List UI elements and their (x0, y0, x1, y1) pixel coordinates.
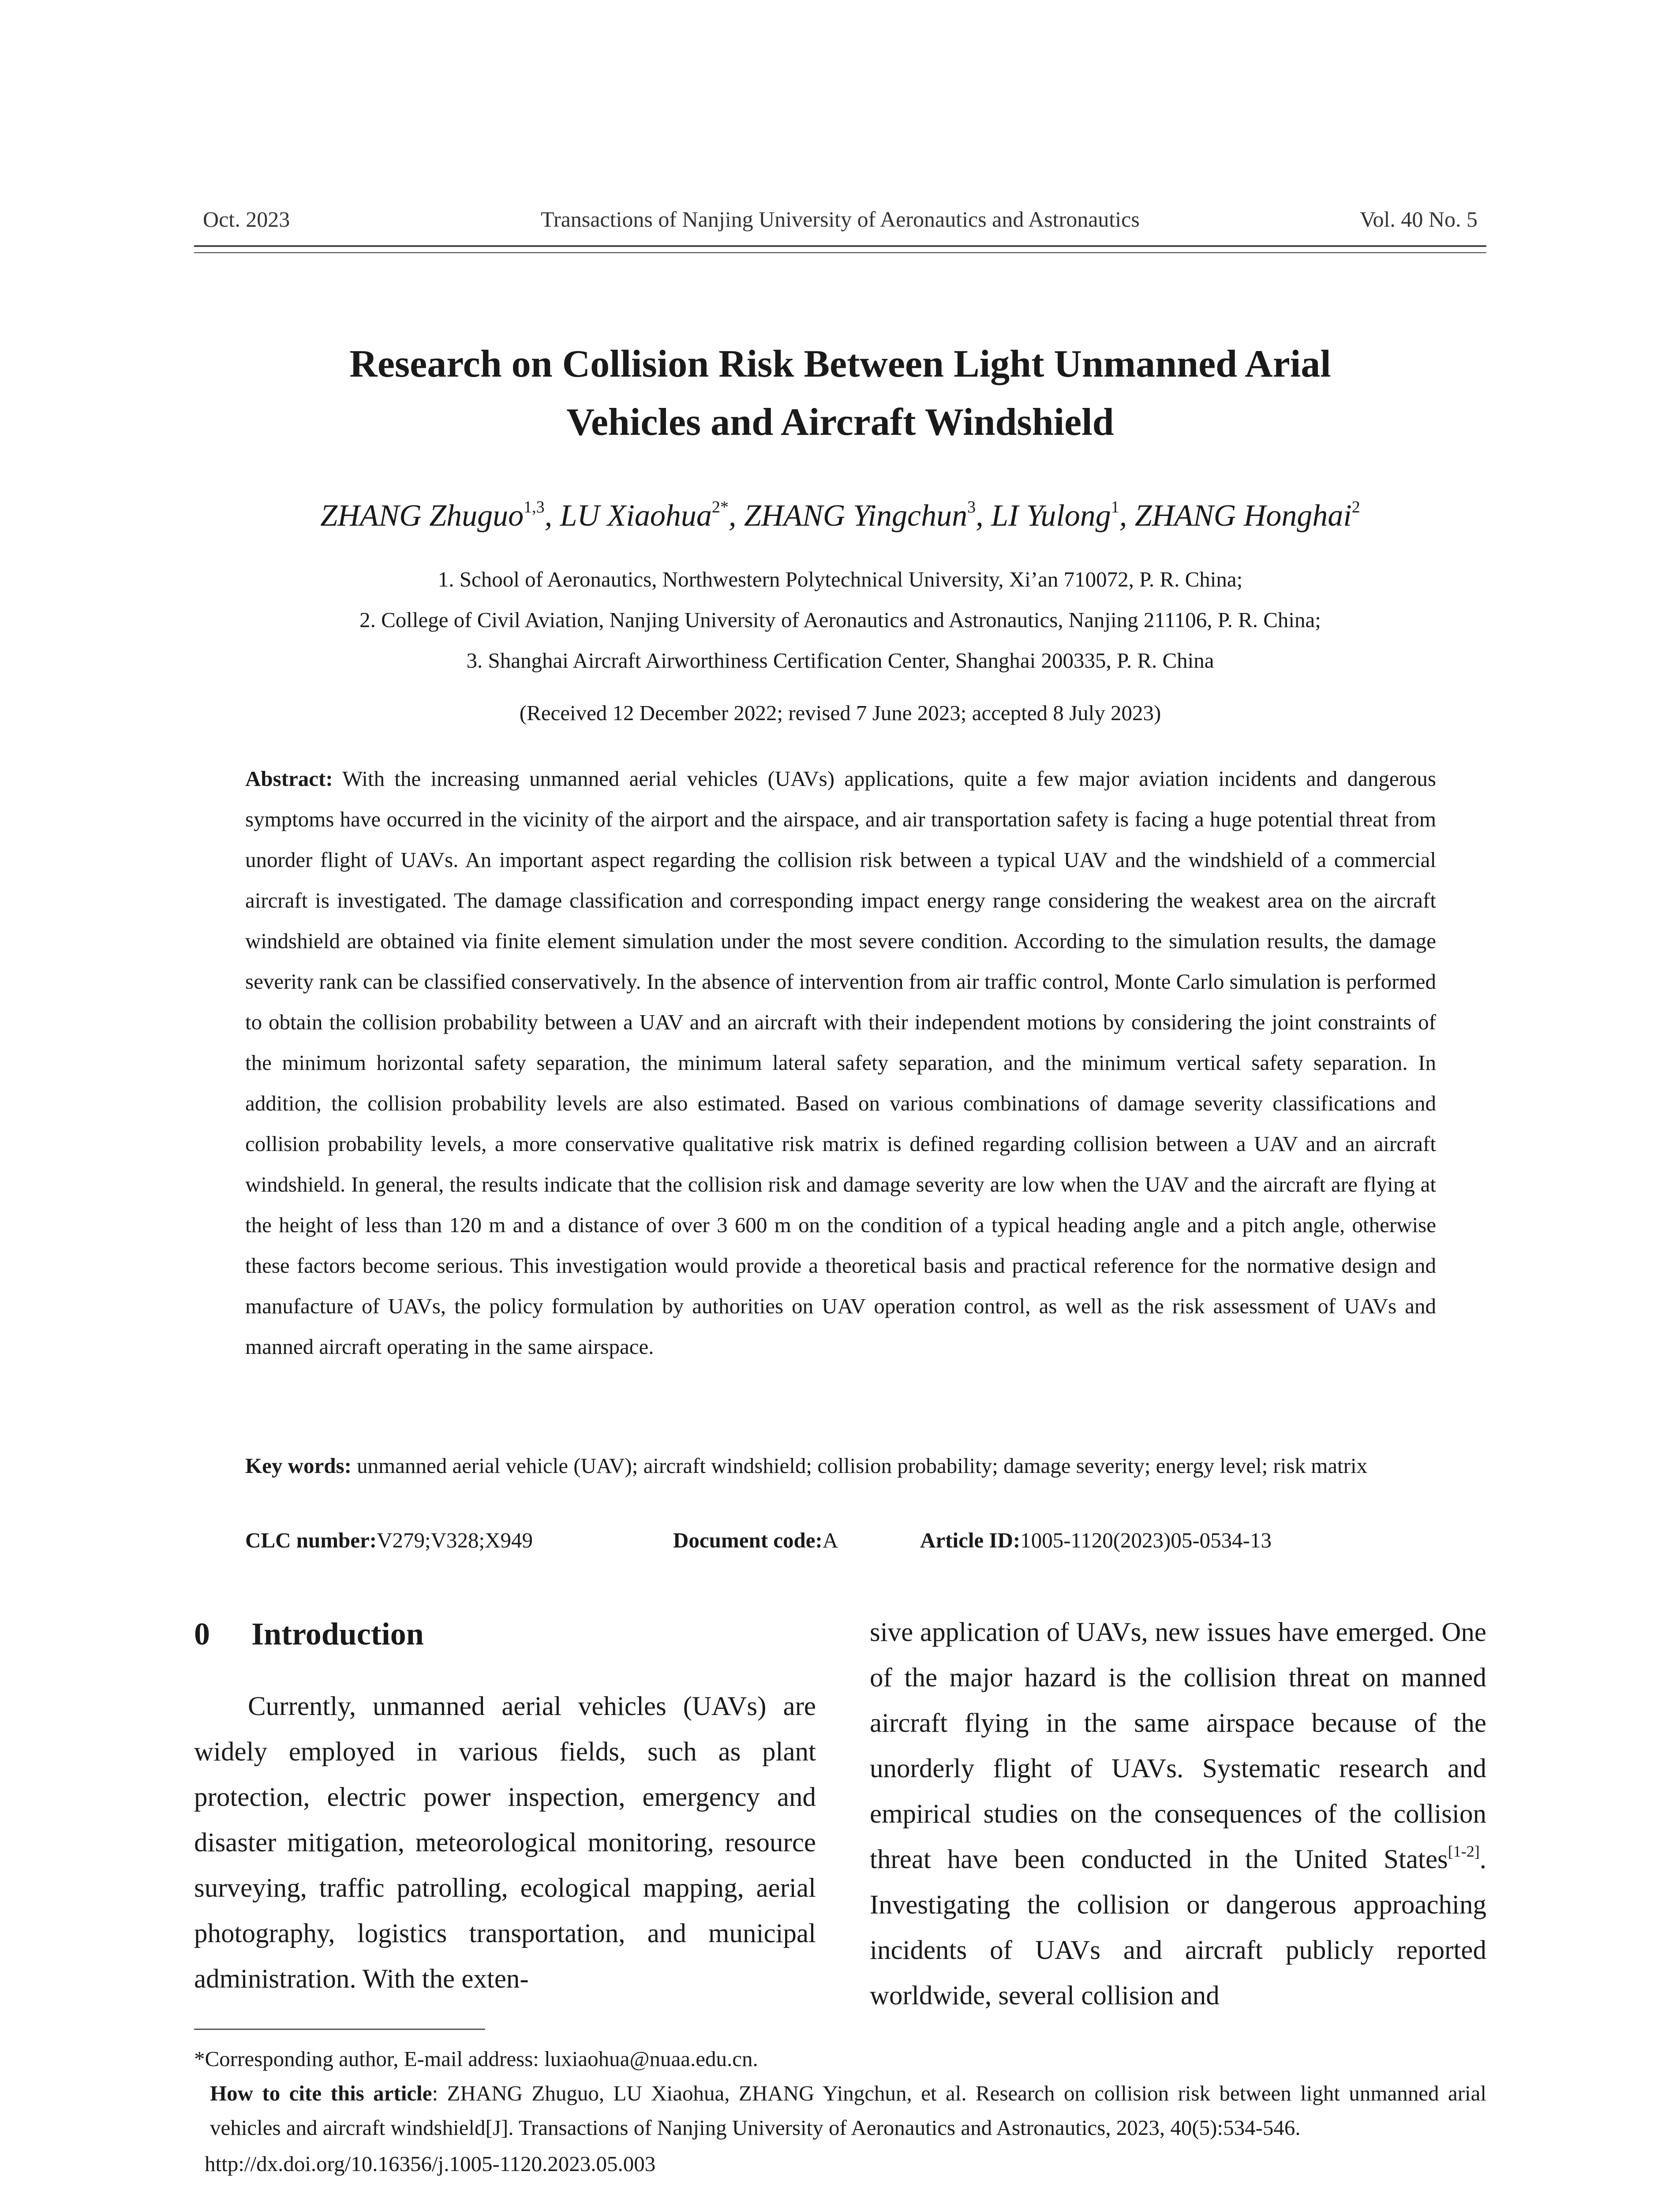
affiliation: 2. College of Civil Aviation, Nanjing University of Aeronautics and Astronautics, Nanjing 211106, P. R. China; (359, 608, 1321, 632)
body-column-right (870, 1610, 1486, 2018)
document-code (673, 1528, 920, 1553)
citation-text: : ZHANG Zhuguo, LU Xiaohua, ZHANG Yingchun, et al. Research on collision risk between light unmanned arial vehicles and aircraft windshield[J]. Transactions of Nanjing University of Aeronautics and Astronautics, 2023, 40(5):534-546. (210, 2081, 1486, 2140)
author-affil-mark: 3 (967, 498, 976, 516)
received-dates: (Received 12 December 2022; revised 7 June 2023; accepted 8 July 2023) (519, 701, 1161, 725)
body-paragraph: Currently, unmanned aerial vehicles (UAVs) are widely employed in various fields, such as plant protection, electric power inspection, emergency and disaster mitigation, meteorological monitoring, resource surveying, traffic patrolling, ecological mapping, aerial photography, logistics transportation, and municipal administration. With the exten- (194, 1692, 816, 1994)
body-text: . Investigating the collision or dangerous approaching incidents of UAVs and aircraft publicly reported worldwide, several collision and (870, 1845, 1486, 2011)
affiliation: 1. School of Aeronautics, Northwestern Polytechnical University, Xi’an 710072, P. R. China; (438, 567, 1243, 591)
keywords (245, 1446, 1436, 1486)
title-line-1: Research on Collision Risk Between Light Unmanned Arial (349, 343, 1331, 385)
header-date: Oct. 2023 (203, 207, 290, 232)
section-heading (194, 1610, 816, 1658)
header-rule-thin (194, 252, 1486, 253)
affiliation: 3. Shanghai Aircraft Airworthiness Certification Center, Shanghai 200335, P. R. China (466, 648, 1214, 673)
keywords-text: unmanned aerial vehicle (UAV); aircraft windshield; collision probability; damage severity; energy level; risk matrix (357, 1454, 1368, 1478)
article-id (920, 1528, 1272, 1553)
doi-link[interactable]: http://dx.doi.org/10.16356/j.1005-1120.2023.05.003 (205, 2152, 656, 2176)
abstract (245, 759, 1436, 1367)
author (320, 499, 560, 533)
author-affil-mark: 1,3 (524, 498, 545, 516)
header-volume: Vol. 40 No. 5 (1359, 207, 1478, 232)
author-name: ZHANG Zhuguo (320, 499, 524, 533)
header-rule-thick (194, 245, 1486, 247)
section-number: 0 (194, 1616, 210, 1652)
citation-label: How to cite this article (210, 2081, 432, 2105)
author (560, 499, 744, 533)
header-journal: Transactions of Nanjing University of Aeronautics and Astronautics (541, 207, 1140, 232)
author (991, 499, 1135, 533)
author-name: LU Xiaohua (560, 499, 712, 533)
author-name: ZHANG Yingchun (744, 499, 968, 533)
author (1135, 499, 1360, 533)
abstract-label: Abstract: (245, 766, 333, 791)
author-separator: , (1119, 499, 1135, 533)
author-name: ZHANG Honghai (1134, 499, 1352, 533)
body-text: sive application of UAVs, new issues have emerged. One of the major hazard is the collision threat on manned aircraft flying in the same airspace because of the unorderly flight of UAVs. Systematic research and empirical studies on the consequences of the collision threat have been conducted in the United States (870, 1618, 1486, 1874)
author-separator: , (976, 499, 992, 533)
running-header (194, 206, 1486, 237)
author-name: LI Yulong (991, 499, 1111, 533)
author-affil-mark: 2* (711, 498, 729, 516)
footnote-rule (194, 2029, 485, 2030)
clc-value: V279;V328;X949 (377, 1528, 533, 1552)
clc-number (245, 1528, 673, 1553)
title-line-2: Vehicles and Aircraft Windshield (566, 401, 1114, 444)
author-separator: , (728, 499, 744, 533)
author-separator: , (544, 499, 560, 533)
author-affil-mark: 1 (1111, 498, 1119, 516)
body-column-left (194, 1610, 816, 2002)
corresponding-author-note: *Corresponding author, E-mail address: luxiaohua@nuaa.edu.cn. (194, 2047, 758, 2071)
citation-ref: [1-2] (1448, 1842, 1480, 1860)
article-id-value: 1005-1120(2023)05-0534-13 (1020, 1528, 1272, 1552)
doc-code-value: A (822, 1528, 838, 1552)
author-affil-mark: 2 (1351, 498, 1360, 516)
abstract-text: With the increasing unmanned aerial vehicles (UAVs) applications, quite a few major aviation incidents and dangerous symptoms have occurred in the vicinity of the airport and the airspace, and air transportation safety is facing a huge potential threat from unorder flight of UAVs. An important aspect regarding the collision risk between a typical UAV and the windshield of a commercial aircraft is investigated. The damage classification and corresponding impact energy range considering the weakest area on the aircraft windshield are obtained via finite element simulation under the most severe condition. According to the simulation results, the damage severity rank can be classified conservatively. In the absence of intervention from air traffic control, Monte Carlo simulation is performed to obtain the collision probability between a UAV and an aircraft with their independent motions by considering the joint constraints of the minimum horizontal safety separation, the minimum lateral safety separation, and the minimum vertical safety separation. In addition, the collision probability levels are also estimated. Based on various combinations of damage severity classifications and collision probability levels, a more conservative qualitative risk matrix is defined regarding collision between a UAV and an aircraft windshield. In general, the results indicate that the collision risk and damage severity are low when the UAV and the aircraft are flying at the height of less than 120 m and a distance of over 3 600 m on the condition of a typical heading angle and a pitch angle, otherwise these factors become serious. This investigation would provide a theoretical basis and practical reference for the normative design and manufacture of UAVs, the policy formulation by authorities on UAV operation control, as well as the risk assessment of UAVs and manned aircraft operating in the same airspace. (245, 766, 1436, 1359)
keywords-label: Key words: (245, 1454, 352, 1478)
footnotes (194, 2042, 1486, 2181)
doc-code-label: Document code: (673, 1528, 823, 1552)
body-paragraph-continued (870, 1610, 1486, 2018)
classification-codes (245, 1528, 1436, 1553)
affiliation-list (194, 559, 1486, 681)
paper-title (194, 335, 1486, 452)
author (744, 499, 991, 533)
clc-label: CLC number: (245, 1528, 377, 1552)
section-title: Introduction (251, 1616, 424, 1652)
article-id-label: Article ID: (920, 1528, 1021, 1552)
author-list (194, 494, 1486, 538)
citation-note (194, 2076, 1486, 2145)
